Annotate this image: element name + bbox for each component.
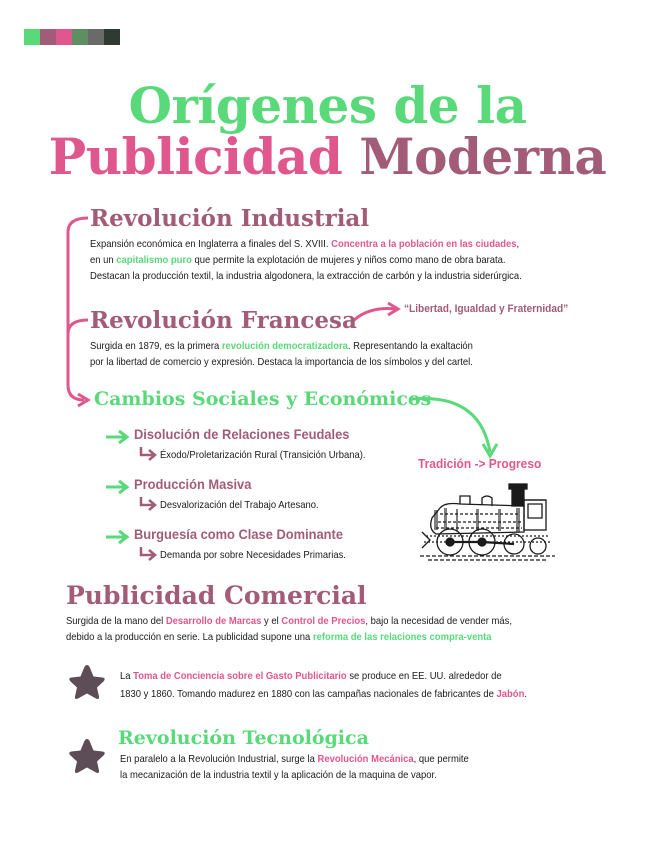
text: en un: [90, 254, 114, 266]
text: se produce en EE. UU. alrededor de: [349, 670, 502, 682]
list-item-subtitle: Éxodo/Proletarización Rural (Transición Urbana).: [160, 449, 366, 461]
cambios-list: [104, 426, 414, 576]
highlight: reforma de las relaciones compra-venta: [312, 631, 492, 643]
text: Surgida de la mano del: [66, 615, 164, 627]
bracket-line: [68, 218, 88, 400]
text: La: [120, 670, 131, 682]
text: , bajo la necesidad de vender más,: [365, 615, 512, 627]
page-title-line1: Orígenes de la: [128, 76, 527, 135]
rev-industrial-text: [90, 236, 522, 284]
highlight: Jabón: [496, 688, 525, 700]
highlight: Control de Precios: [281, 615, 366, 627]
highlight: Desarrollo de Marcas: [165, 615, 262, 627]
star-icon: [64, 736, 110, 780]
bracket-branch: [68, 320, 88, 334]
toma-conciencia-text: [120, 668, 527, 702]
return-arrow-icon: [138, 446, 160, 462]
text: . Representando la exaltación: [347, 340, 473, 352]
text: Surgida en 1879, es la primera: [90, 340, 220, 352]
rev-tecnologica-text: [120, 751, 469, 783]
locomotive-illustration: [420, 474, 555, 564]
text: Destacan la producción textil, la industria algodonera, la extracción de carbón y la industria siderúrgica.: [90, 270, 522, 282]
pub-comercial-heading: Publicidad Comercial: [66, 581, 367, 610]
title-word-publicidad: Publicidad: [48, 127, 343, 186]
tradition-progress-label: Tradición -> Progreso: [418, 456, 542, 471]
cambios-heading: Cambios Sociales y Económicos: [94, 388, 432, 410]
text: la mecanización de la industria textil y la aplicación de la maquina de vapor.: [120, 769, 437, 781]
list-item-title: Disolución de Relaciones Feudales: [134, 426, 350, 442]
arrow-right-icon: [104, 429, 132, 445]
return-arrow-icon: [138, 546, 160, 562]
text: , que permite: [413, 753, 469, 765]
list-item-title: Burguesía como Clase Dominante: [134, 526, 343, 542]
title-word-moderna: Moderna: [359, 127, 607, 186]
rev-tecnologica-heading: Revolución Tecnológica: [118, 727, 369, 749]
highlight: revolución democratizadora: [221, 340, 348, 352]
text: Expansión económica en Inglaterra a finales del S. XVIII.: [90, 238, 329, 250]
rev-francesa-heading: Revolución Francesa: [90, 307, 357, 334]
text: ,: [516, 238, 520, 250]
highlight: Revolución Mecánica: [317, 753, 414, 765]
text: .: [524, 688, 527, 700]
rev-francesa-text: [90, 338, 473, 370]
text: por la libertad de comercio y expresión. Destaca la importancia de los símbolos y del cartel.: [90, 356, 473, 368]
text: y el: [264, 615, 279, 627]
star-icon: [64, 662, 110, 706]
highlight: capitalismo puro: [116, 254, 192, 266]
list-item-subtitle: Desvalorización del Trabajo Artesano.: [160, 499, 319, 511]
return-arrow-icon: [138, 496, 160, 512]
text: que permite la explotación de mujeres y niños como mano de obra barata.: [194, 254, 506, 266]
text: 1830 y 1860. Tomando madurez en 1880 con las campañas nacionales de fabricantes de: [120, 688, 494, 700]
arrow-right-icon: [104, 479, 132, 495]
highlight: Toma de Conciencia sobre el Gasto Publicitario: [133, 670, 347, 682]
rev-industrial-heading: Revolución Industrial: [90, 205, 370, 232]
highlight: Concentra a la población en las ciudades: [331, 238, 517, 250]
text: debido a la producción en serie. La publicidad supone una: [66, 631, 311, 643]
list-item-title: Producción Masiva: [134, 476, 252, 492]
text: En paralelo a la Revolución Industrial, surge la: [120, 753, 315, 765]
quote-text: “Libertad, Igualdad y Fraternidad”: [404, 303, 569, 315]
arrow-right-icon: [104, 529, 132, 545]
list-item-subtitle: Demanda por sobre Necesidades Primarias.: [160, 549, 346, 561]
pub-comercial-text: [66, 613, 512, 645]
